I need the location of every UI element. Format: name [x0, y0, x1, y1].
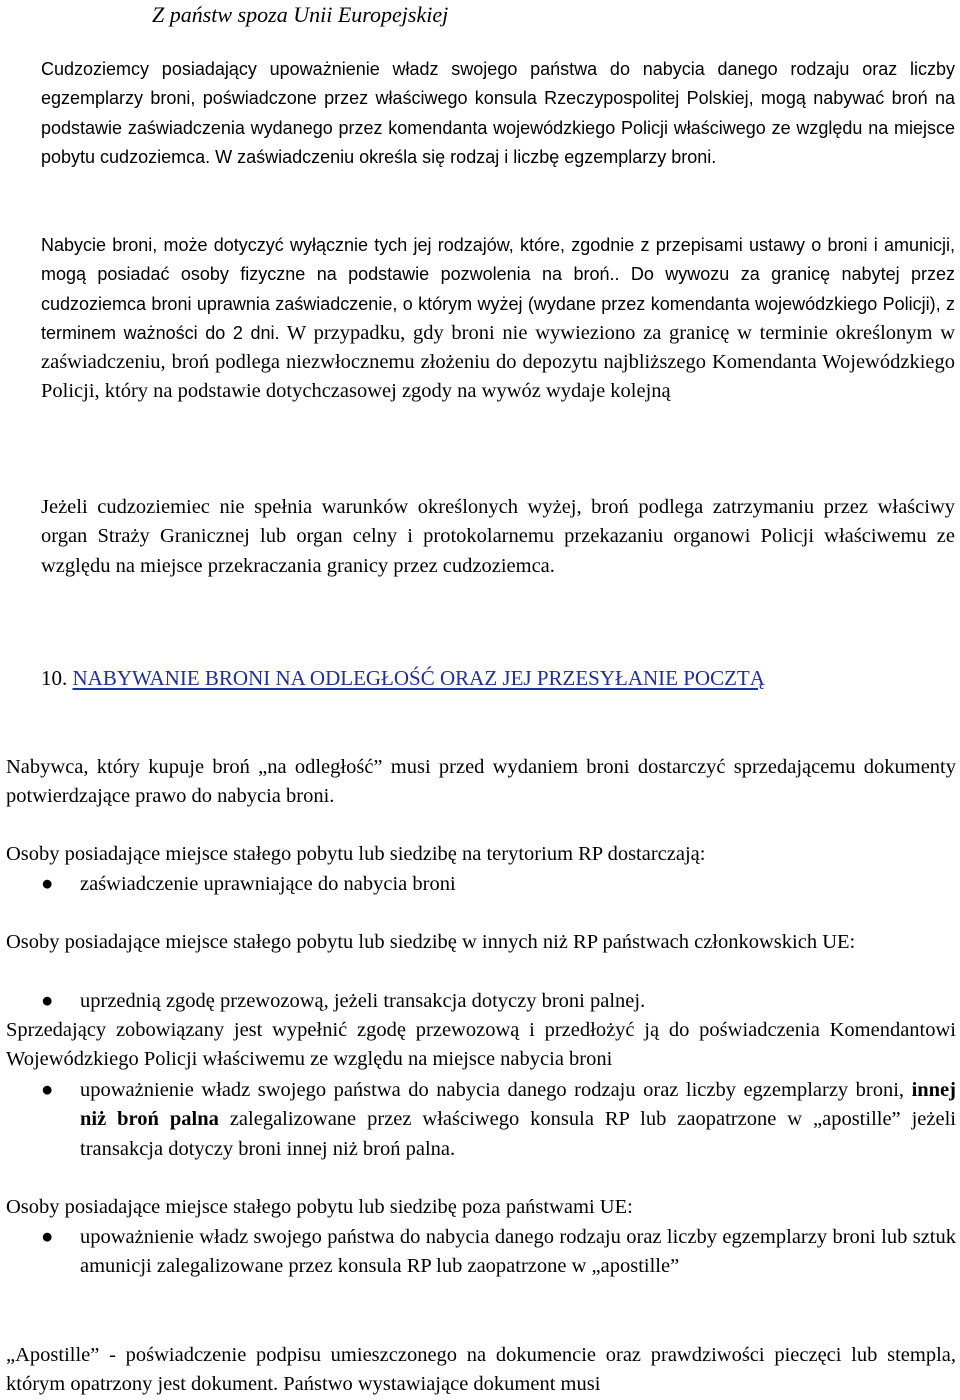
seller-obligation-note: Sprzedający zobowiązany jest wypełnić zgodę przewozową i przedłożyć ją do poświadczenia Komendantowi Wojewódzkiego Policji właściwemu ze względu na miejsce nabycia broni [6, 1019, 956, 1071]
section-number: 10. [41, 666, 68, 690]
paragraph-acquisition-limits-deposit: W przypadku, gdy broni nie wywieziono za granicę w terminie określonym w zaświadczeniu, broń podlega niezwłocznemu złożeniu do depozytu najbliższego Komendanta Wojewódzkiego Policji, który na podstawie dotychczasowej zgody na wywóz wydaje kolejną [41, 321, 955, 403]
paragraph-acquisition-limits-sans: Nabycie broni, może dotyczyć wyłącznie tych jej rodzajów, które, zgodnie z przepisami ustawy o broni i amunicji, mogą posiadać osoby fizyczne na podstawie pozwolenia na broń. [41, 235, 955, 285]
paragraph-acquisition-limits-export: . Do wywozu za granicę nabytej przez cudzoziemca broni uprawnia zaświadczenie, o którym wyżej (wydane przez komendanta wojewódzkiego Policji), z terminem ważności do 2 dni. [41, 264, 955, 343]
bullet-text-part: upoważnienie władz swojego państwa do nabycia danego rodzaju oraz liczby egzemplarzy broni, [80, 1079, 912, 1101]
list-item [6, 870, 956, 900]
bullet-text: upoważnienie władz swojego państwa do nabycia danego rodzaju oraz liczby egzemplarzy broni lub sztuk amunicji zalegalizowane przez konsula RP lub zaopatrzone w „apostille” [80, 1226, 956, 1278]
bullet-text-bold: innej niż broń palna [80, 1079, 956, 1131]
rp-residents-heading: Osoby posiadające miejsce stałego pobytu lub siedzibę na terytorium RP dostarczają: [6, 843, 706, 865]
list-item [6, 1076, 956, 1166]
list-item [6, 987, 956, 1017]
paragraph-seizure: Jeżeli cudzoziemiec nie spełnia warunków określonych wyżej, broń podlega zatrzymaniu przez właściwy organ Straży Granicznej lub organ celny i protokolarnemu przekazaniu organowi Policji właściwemu ze względu na miejsce przekraczania granicy przez cudzoziemca. [41, 496, 955, 577]
bullet-text: zaświadczenie uprawniające do nabycia broni [80, 873, 456, 895]
bullet-dot-icon: ● [41, 1226, 54, 1248]
apostille-definition: „Apostille” - poświadczenie podpisu umieszczonego na dokumencie oraz prawdziwości pieczęci lub stempla, którym opatrzony jest dokument. Państwo wystawiające dokument musi [6, 1344, 956, 1396]
paragraph-foreigners-acquisition: Cudzoziemcy posiadający upoważnienie władz swojego państwa do nabycia danego rodzaju oraz liczby egzemplarzy broni, poświadczone przez właściwego konsula Rzeczypospolitej Polskiej, mogą nabywać broń na podstawie zaświadczenia wydanego przez komendanta wojewódzkiego Policji właściwego ze względu na miejsce pobytu cudzoziemca. W zaświadczeniu określa się rodzaj i liczbę egzemplarzy broni. [41, 59, 955, 167]
section-title-link[interactable]: NABYWANIE BRONI NA ODLEGŁOŚĆ ORAZ JEJ PRZESYŁANIE POCZTĄ [72, 666, 765, 690]
non-ue-residents-heading: Osoby posiadające miejsce stałego pobytu lub siedzibę poza państwami UE: [6, 1196, 633, 1218]
list-item [6, 1223, 956, 1313]
section-10-title [41, 663, 765, 693]
bullet-text: uprzednią zgodę przewozową, jeżeli transakcja dotyczy broni palnej. [80, 990, 646, 1012]
section-heading-italic: Z państw spoza Unii Europejskiej [152, 2, 449, 27]
bullet-text-part: zalegalizowane przez właściwego konsula RP lub zaopatrzone w „apostille” jeżeli transakcja dotyczy broni innej niż broń palna. [80, 1108, 956, 1160]
bullet-dot-icon: ● [41, 873, 54, 895]
paragraph-remote-purchase: Nabywca, który kupuje broń „na odległość” musi przed wydaniem broni dostarczyć sprzedającemu dokumenty potwierdzające prawo do nabycia broni. [6, 756, 956, 808]
bullet-text [80, 1076, 956, 1164]
ue-residents-heading: Osoby posiadające miejsce stałego pobytu lub siedzibę w innych niż RP państwach członkowskich UE: [6, 931, 856, 953]
bullet-dot-icon: ● [41, 1079, 54, 1101]
paragraph-acquisition-limits [41, 231, 955, 407]
bullet-dot-icon: ● [41, 990, 54, 1012]
